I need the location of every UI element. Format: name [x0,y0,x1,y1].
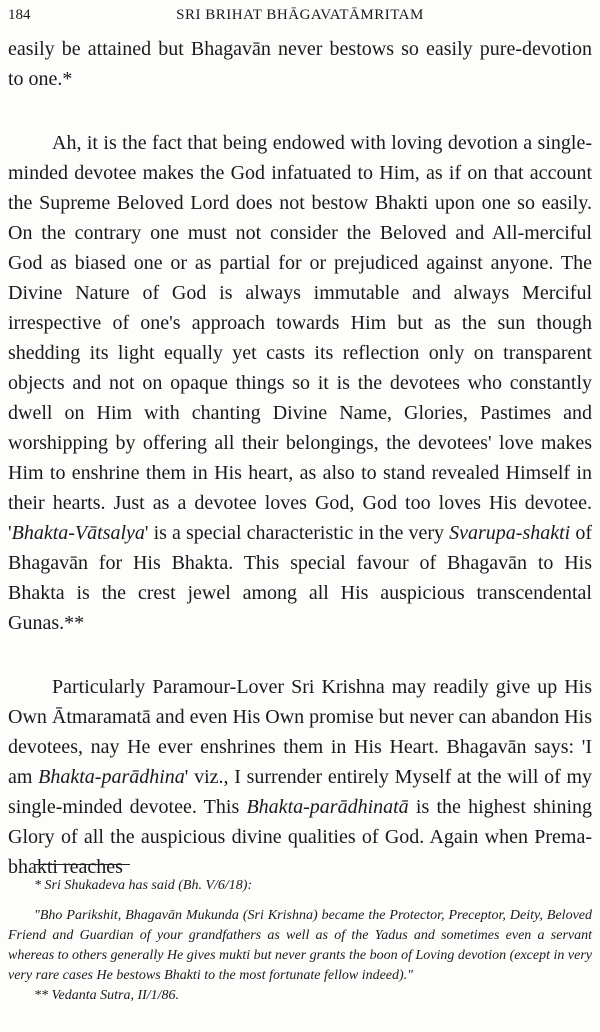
term-bhakta-paradhina: Bhakta-parādhina [38,766,185,788]
paragraph-3-part-a: Particularly Paramour-Lover Sri Krishna may readily give up His Own Ātmaramatā and even His Own promise but never can abandon His devotees, nay He ever enshrines them in His Heart. Bhagavān says: 'I am [8,676,592,788]
paragraph-3-part-c: is the highest shining Glory of all the auspicious divine qualities of God. Again when Prema-bhakti reaches [8,796,592,878]
term-bhakta-paradhinata: Bhakta-parādhinatā [246,796,409,818]
quote-open: ' [8,522,12,544]
footnote-1-reference: * Sri Shukadeva has said (Bh. V/6/18): [34,878,253,893]
paragraph-2-tail: of Bhagavān for His Bhakta. This special favour of Bhagavān to His Bhakta is the crest jewel among all His auspicious transcendental Gunas.** [8,522,592,634]
running-title: SRI BRIHAT BHĀGAVATĀMRITAM [176,7,424,23]
paragraph-2 [8,128,592,638]
paragraph-1: easily be attained but Bhagavān never bestows so easily pure-devotion to one.* [8,38,592,90]
quote-close: ' is a special characteristic in the very [144,522,450,544]
footnote-2: ** Vedanta Sutra, II/1/86. [34,988,180,1003]
paragraph-3-part-b: ' viz., I surrender entirely Myself at the will of my single-minded devotee. This [8,766,592,818]
paragraph-2-text: Ah, it is the fact that being endowed with loving devotion a single-minded devotee makes the God infatuated to Him, as if on that account the Supreme Beloved Lord does not bestow Bhakti upon one so easily. On the contrary one must not consider the Beloved and All-merciful God as biased one or as partial for or prejudiced against anyone. The Divine Nature of God is always immutable and always Merciful irrespective of one's approach towards Him but as the sun though shedding its light equally yet casts its reflection only on transparent objects and not on opaque things so it is the devotees who constantly dwell on Him with chanting Divine Name, Glories, Pastimes and worshipping by offering all their belongings, the devotees' love makes Him to enshrine them in His heart, as also to stand revealed Himself in their hearts. Just as a devotee loves God, God too loves His devotee. [8,132,592,514]
page-header [8,4,592,26]
footnote-divider [34,864,130,865]
footnotes [8,876,592,1006]
term-bhakta-vatsalya: Bhakta-Vātsalya [11,522,145,544]
page-number: 184 [8,7,31,23]
term-svarupa-shakti: Svarupa-shakti [449,522,571,544]
body-text [8,34,592,882]
paragraph-3 [8,672,592,882]
footnote-1-quote: "Bho Parikshit, Bhagavān Mukunda (Sri Krishna) became the Protector, Preceptor, Deity, Beloved Friend and Guardian of your grandfathers as well as of the Yadus and sometimes even a servant whereas to others generally He gives mukti but never grants the boon of Loving devotion (except in very very rare cases He bestows Bhakti to the most fortunate fellow indeed)." [8,908,592,983]
